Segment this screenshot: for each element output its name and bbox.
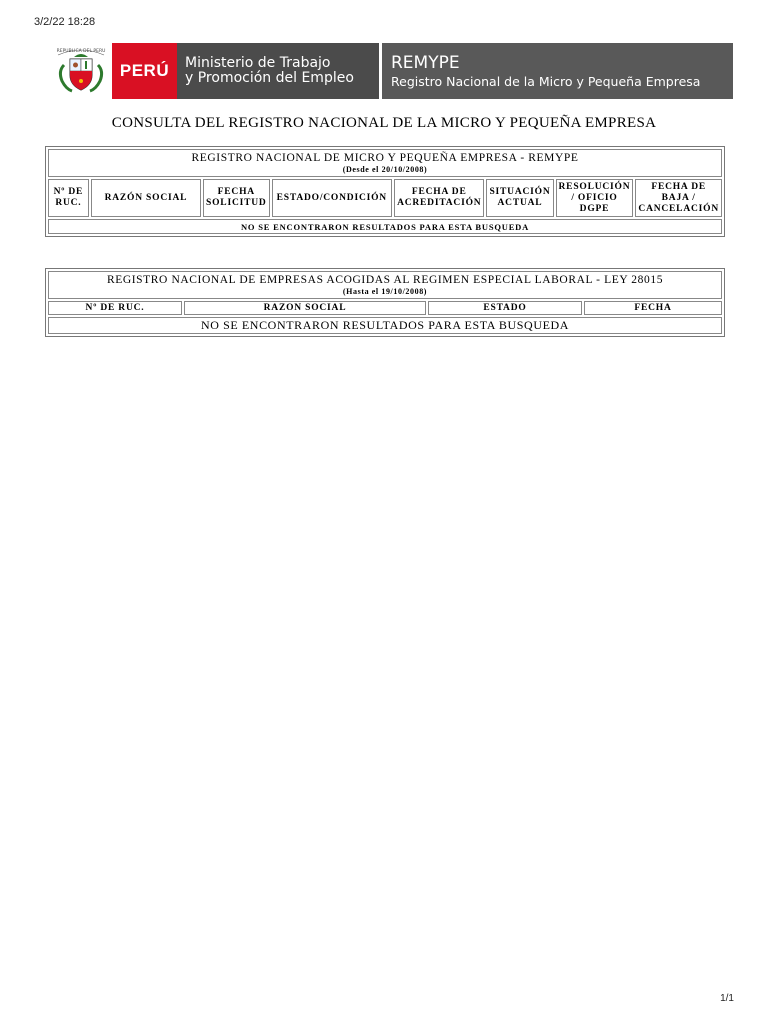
col-header-fecha: FECHA xyxy=(584,301,722,315)
peru-label: PERÚ xyxy=(112,43,177,99)
ley-table-heading xyxy=(48,271,722,299)
crest-text: REPUBLICA DEL PERU xyxy=(56,49,106,54)
col-header-estado: ESTADO/CONDICIÓN xyxy=(272,179,393,217)
ministry-line-1: Ministerio de Trabajo xyxy=(185,55,331,71)
ministry-name xyxy=(177,43,379,99)
remype-table xyxy=(45,146,725,237)
ley-table-subtitle: (Hasta el 19/10/2008) xyxy=(342,287,428,296)
page-number: 1/1 xyxy=(720,993,734,1004)
col-header-fecha-solicitud: FECHA SOLICITUD xyxy=(203,179,270,217)
remype-block xyxy=(382,43,733,99)
header-banner xyxy=(50,43,733,99)
col-header-fecha-baja: FECHA DE BAJA / CANCELACIÓN xyxy=(635,179,722,217)
page-title: CONSULTA DEL REGISTRO NACIONAL DE LA MICRO Y PEQUEÑA EMPRESA xyxy=(111,115,657,131)
col-header-razon-social: RAZÓN SOCIAL xyxy=(91,179,201,217)
ministry-line-2: y Promoción del Empleo xyxy=(185,70,354,86)
remype-table-heading xyxy=(48,149,722,177)
ley-28015-table xyxy=(45,268,725,337)
print-date: 3/2/22 18:28 xyxy=(34,16,96,28)
col-header-estado: ESTADO xyxy=(428,301,582,315)
col-header-ruc: Nº DE RUC. xyxy=(48,301,182,315)
peru-coat-of-arms-icon xyxy=(50,43,112,99)
ley-table-title: REGISTRO NACIONAL DE EMPRESAS ACOGIDAS AL REGIMEN ESPECIAL LABORAL - LEY 28015 xyxy=(106,274,664,286)
col-header-resolucion: RESOLUCIÓN / OFICIO DGPE xyxy=(556,179,634,217)
remype-table-subtitle: (Desde el 20/10/2008) xyxy=(342,165,428,174)
col-header-fecha-acreditacion: FECHA DE ACREDITACIÓN xyxy=(394,179,484,217)
remype-no-results: NO SE ENCONTRARON RESULTADOS PARA ESTA BUSQUEDA xyxy=(48,219,722,234)
remype-subtitle: Registro Nacional de la Micro y Pequeña Empresa xyxy=(391,73,701,89)
ley-no-results: NO SE ENCONTRARON RESULTADOS PARA ESTA BUSQUEDA xyxy=(48,317,722,334)
col-header-ruc: Nº DE RUC. xyxy=(48,179,89,217)
col-header-situacion: SITUACIÓN ACTUAL xyxy=(486,179,553,217)
remype-title: REMYPE xyxy=(391,52,460,73)
col-header-razon-social: RAZON SOCIAL xyxy=(184,301,426,315)
remype-table-title: REGISTRO NACIONAL DE MICRO Y PEQUEÑA EMPRESA - REMYPE xyxy=(191,152,579,164)
